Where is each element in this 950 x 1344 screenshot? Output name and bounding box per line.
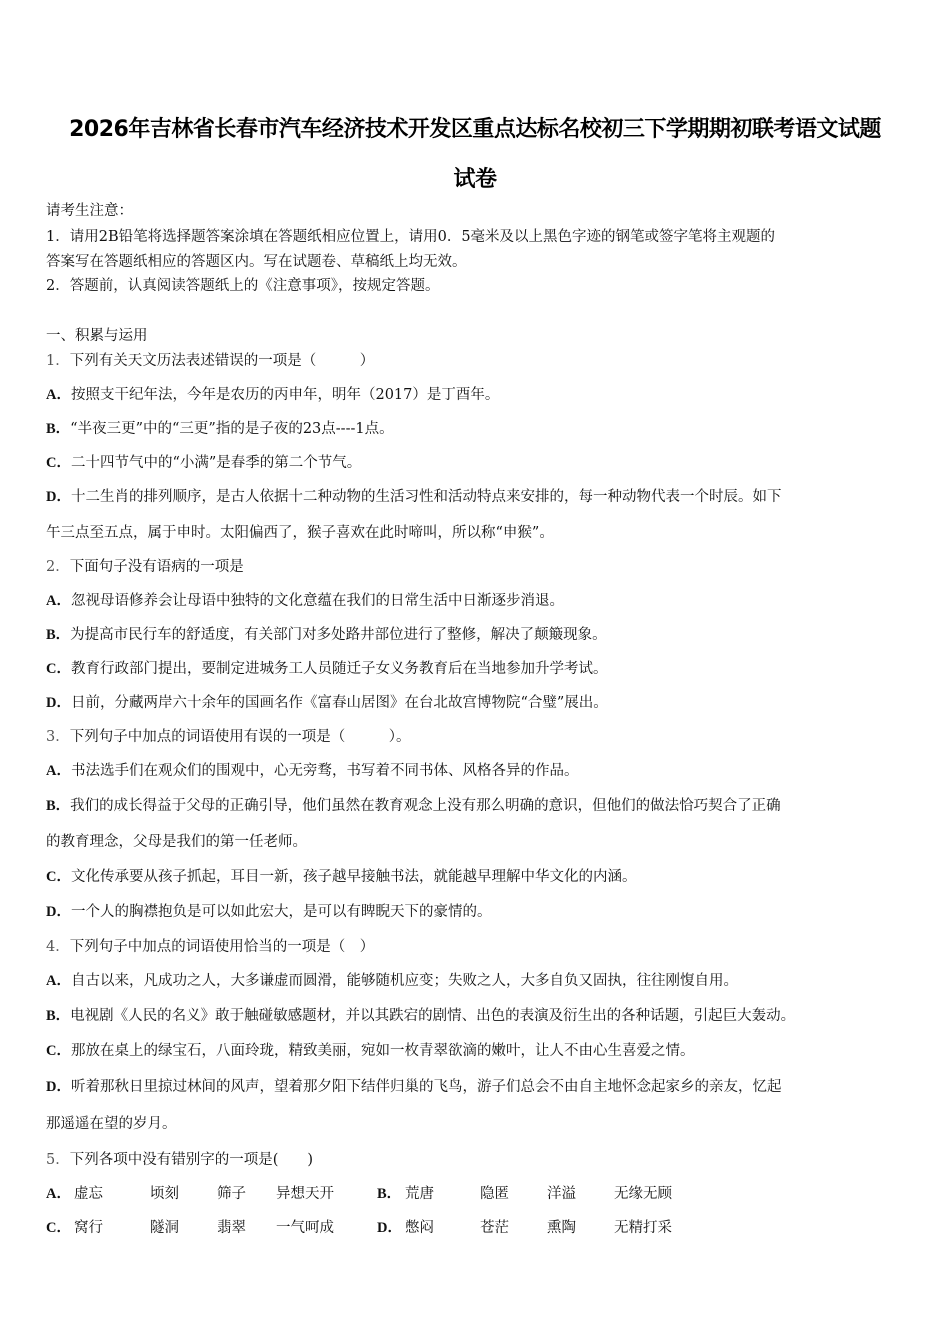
option-label: C． <box>46 1043 71 1059</box>
exam-title-line1: 2026年吉林省长春市汽车经济技术开发区重点达标名校初三下学期期初联考语文试题 <box>69 117 881 142</box>
question-4-stem <box>46 937 374 957</box>
exam-title-line2: 试卷 <box>453 167 497 192</box>
question-1-stem <box>46 351 374 371</box>
section-heading: 一、积累与运用 <box>46 328 148 344</box>
option-text: 自古以来，凡成功之人，大多谦虚而圆滑，能够随机应变；失败之人，大多自负又固执，往往刚愎自用。 <box>70 973 738 989</box>
option-label: C． <box>46 661 71 677</box>
option-word: 无精打采 <box>614 1220 672 1236</box>
option-word: 苍茫 <box>480 1220 509 1236</box>
option-word: 憋闷 <box>405 1220 434 1236</box>
option-label: A． <box>46 593 71 609</box>
option-text: 听着那秋日里掠过林间的风声，望着那夕阳下结伴归巢的飞鸟，游子们总会不由自主地怀念起家乡的亲友，忆起 <box>70 1079 782 1095</box>
option-text: 二十四节气中的“小满”是春季的第二个节气。 <box>70 455 362 471</box>
question-text: 下面句子没有语病的一项是 <box>69 559 244 575</box>
q4-option-b <box>46 1006 795 1026</box>
option-text: 文化传承要从孩子抓起，耳目一新，孩子越早接触书法，就能越早理解中华文化的内涵。 <box>70 869 637 885</box>
question-number: 5． <box>46 1152 70 1168</box>
option-label: B． <box>46 421 71 437</box>
option-word: 一气呵成 <box>276 1220 334 1236</box>
notice-item-1: 1．请用2B铅笔将选择题答案涂填在答题纸相应位置上，请用0．5毫米及以上黑色字迹的钢笔或签字笔将主观题的 <box>46 229 776 245</box>
question-number: 4． <box>46 939 70 955</box>
question-number: 2． <box>46 559 70 575</box>
option-word: 洋溢 <box>547 1186 576 1202</box>
q4-option-a <box>46 971 738 991</box>
option-label: B． <box>377 1186 402 1202</box>
option-word: 窝行 <box>74 1220 103 1236</box>
option-text: 十二生肖的排列顺序，是古人依据十二种动物的生活习性和活动特点来安排的，每一种动物代表一个时辰。如下 <box>70 489 782 505</box>
q1-option-d <box>46 487 781 507</box>
option-word: 虚忘 <box>74 1186 103 1202</box>
option-text: “半夜三更”中的“三更”指的是子夜的23点----1点。 <box>70 421 394 437</box>
q4-option-d <box>46 1077 781 1097</box>
notice-item-1-cont: 答案写在答题纸相应的答题区内。写在试题卷、草稿纸上均无效。 <box>46 254 467 270</box>
q3-option-a <box>46 761 578 781</box>
option-label: C． <box>46 455 71 471</box>
option-text: 书法选手们在观众们的围观中，心无旁骛，书写着不同书体、风格各异的作品。 <box>70 763 579 779</box>
q3-option-c <box>46 867 636 887</box>
option-text: 日前，分藏两岸六十余年的国画名作《富春山居图》在台北故宫博物院“合璧”展出。 <box>70 695 608 711</box>
option-text: 忽视母语修养会让母语中独特的文化意蕴在我们的日常生活中日渐逐步消退。 <box>70 593 564 609</box>
option-word: 熏陶 <box>547 1220 576 1236</box>
notice-item-2: 2．答题前，认真阅读答题纸上的《注意事项》，按规定答题。 <box>46 278 440 294</box>
q4-option-d-cont: 那遥遥在望的岁月。 <box>46 1116 177 1132</box>
question-text: 下列有关天文历法表述错误的一项是（ ） <box>69 353 375 369</box>
q4-option-c <box>46 1041 694 1061</box>
question-number: 3． <box>46 729 70 745</box>
q1-option-a <box>46 385 499 405</box>
option-text: 按照支干纪年法，今年是农历的丙申年，明年（2017）是丁酉年。 <box>70 387 500 403</box>
q2-option-a <box>46 591 564 611</box>
q3-option-b-cont: 的教育理念，父母是我们的第一任老师。 <box>46 834 307 850</box>
option-word: 隐匿 <box>480 1186 509 1202</box>
option-label: C． <box>46 869 71 885</box>
q5-options-row-2 <box>46 1218 746 1238</box>
option-word: 异想天开 <box>276 1186 334 1202</box>
option-text: 我们的成长得益于父母的正确引导，他们虽然在教育观念上没有那么明确的意识，但他们的做法恰巧契合了正确 <box>70 798 781 814</box>
q1-option-d-cont: 午三点至五点，属于申时。太阳偏西了，猴子喜欢在此时啼叫，所以称“申猴”。 <box>46 525 554 541</box>
question-text: 下列句子中加点的词语使用有误的一项是（ ）。 <box>69 729 411 745</box>
option-label: A． <box>46 973 71 989</box>
option-word: 荒唐 <box>405 1186 434 1202</box>
question-text: 下列各项中没有错别字的一项是( ) <box>69 1152 314 1168</box>
option-label: A． <box>46 1186 71 1202</box>
option-text: 为提高市民行车的舒适度，有关部门对多处路井部位进行了整修，解决了颠簸现象。 <box>70 627 607 643</box>
option-label: A． <box>46 763 71 779</box>
q2-option-c <box>46 659 607 679</box>
option-label: D． <box>46 695 71 711</box>
q2-option-d <box>46 693 608 713</box>
option-label: B． <box>46 1008 71 1024</box>
q3-option-d <box>46 902 491 922</box>
option-label: D． <box>46 904 71 920</box>
option-text: 电视剧《人民的名义》敢于触碰敏感题材，并以其跌宕的剧情、出色的表演及衍生出的各种话题，引起巨大轰动。 <box>70 1008 796 1024</box>
question-3-stem <box>46 727 410 747</box>
q5-options-row-1 <box>46 1184 746 1204</box>
option-word: 筛子 <box>217 1186 246 1202</box>
option-word: 无缘无顾 <box>614 1186 672 1202</box>
question-number: 1． <box>46 353 70 369</box>
question-5-stem <box>46 1150 313 1170</box>
option-word: 顷刻 <box>150 1186 179 1202</box>
q2-option-b <box>46 625 607 645</box>
option-text: 教育行政部门提出，要制定进城务工人员随迁子女义务教育后在当地参加升学考试。 <box>70 661 608 677</box>
option-label: B． <box>46 627 71 643</box>
question-text: 下列句子中加点的词语使用恰当的一项是（ ） <box>69 939 375 955</box>
option-label: D． <box>377 1220 402 1236</box>
option-word: 翡翠 <box>217 1220 246 1236</box>
option-label: A． <box>46 387 71 403</box>
q3-option-b <box>46 796 781 816</box>
question-2-stem <box>46 557 244 577</box>
option-label: C． <box>46 1220 71 1236</box>
option-text: 那放在桌上的绿宝石，八面玲珑，精致美丽，宛如一枚青翠欲滴的嫩叶，让人不由心生喜爱之情。 <box>70 1043 695 1059</box>
option-label: D． <box>46 1079 71 1095</box>
option-label: D． <box>46 489 71 505</box>
notice-heading: 请考生注意： <box>46 203 133 219</box>
q1-option-c <box>46 453 361 473</box>
option-label: B． <box>46 798 71 814</box>
option-word: 隧洞 <box>150 1220 179 1236</box>
q1-option-b <box>46 419 394 439</box>
option-text: 一个人的胸襟抱负是可以如此宏大，是可以有睥睨天下的豪情的。 <box>70 904 492 920</box>
